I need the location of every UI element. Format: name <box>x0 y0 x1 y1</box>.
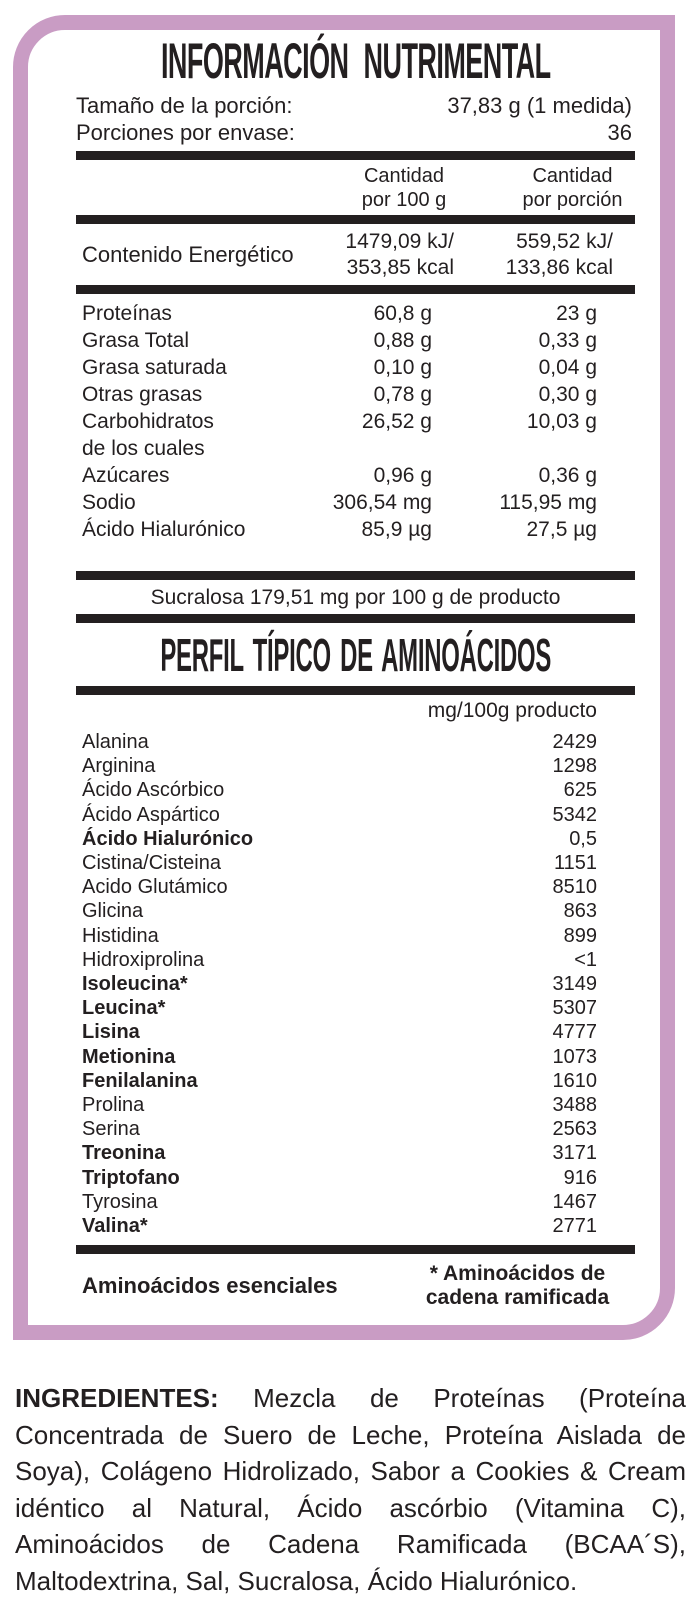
nutrient-label: Carbohidratos <box>82 410 214 433</box>
divider <box>76 215 635 224</box>
nutrient-per100: 0,88 g <box>373 329 432 352</box>
serving-size-row <box>76 92 635 119</box>
divider <box>76 1245 635 1254</box>
energy-per-100g-kj: 1479,09 kJ/ <box>345 230 454 253</box>
nutrient-portion: 27,5 µg <box>526 518 597 541</box>
amino-value: 2429 <box>552 731 597 753</box>
amino-value: 1298 <box>552 755 597 778</box>
amino-row <box>76 996 635 1020</box>
amino-name: Acido Glutámico <box>82 876 228 899</box>
amino-name: Isoleucina* <box>82 973 188 996</box>
nutrient-row <box>76 408 635 435</box>
divider <box>76 686 635 695</box>
amino-row <box>76 899 635 923</box>
energy-per-portion <box>460 229 635 281</box>
nutrient-rows <box>76 300 635 543</box>
amino-value: 625 <box>563 779 597 802</box>
amino-value: 5307 <box>552 997 597 1020</box>
amino-value: 8510 <box>552 876 597 899</box>
energy-per-portion-kcal: 133,86 kcal <box>505 256 613 279</box>
amino-value: 1151 <box>553 852 597 875</box>
nutrient-per100: 0,10 g <box>373 356 432 379</box>
amino-name: Histidina <box>82 924 159 947</box>
amino-value: 916 <box>563 1166 597 1189</box>
serving-size-value: 37,83 g (1 medida) <box>447 93 632 118</box>
amino-value: <1 <box>574 948 597 971</box>
branched-chain-note <box>400 1262 635 1310</box>
amino-value: 863 <box>563 900 597 923</box>
nutrient-row <box>76 327 635 354</box>
amino-row <box>76 1069 635 1093</box>
energy-label: Contenido Energético <box>82 242 294 267</box>
amino-profile-title: PERFIL TÍPICO DE AMINOÁCIDOS <box>160 629 551 681</box>
amino-name: Serina <box>82 1118 140 1141</box>
amino-row <box>76 1020 635 1044</box>
nutrient-label: Azúcares <box>82 464 170 487</box>
ingredients-label: INGREDIENTES: <box>15 1383 219 1413</box>
amino-name: Fenilalanina <box>82 1069 198 1092</box>
amino-value: 0,5 <box>569 827 597 850</box>
column-header-per-portion-line1: Cantidad <box>532 165 613 187</box>
amino-row <box>76 754 635 778</box>
nutrient-label: de los cuales <box>82 437 205 460</box>
divider <box>76 614 635 623</box>
amino-value: 1467 <box>552 1190 597 1213</box>
amino-value: 3171 <box>552 1142 597 1165</box>
nutrient-per100: 0,78 g <box>373 383 432 406</box>
nutrient-portion: 0,36 g <box>538 464 597 487</box>
serving-size-label: Tamaño de la porción: <box>76 93 293 118</box>
amino-value: 2771 <box>552 1215 597 1238</box>
amino-name: Ácido Ascórbico <box>82 779 225 802</box>
energy-per-portion-kj: 559,52 kJ/ <box>516 230 613 253</box>
amino-value: 2563 <box>552 1118 597 1141</box>
amino-row <box>76 1141 635 1165</box>
nutrition-panel <box>13 15 675 1340</box>
nutrient-per100: 26,52 g <box>361 410 432 433</box>
amino-value: 5342 <box>552 803 597 826</box>
nutrient-per100: 0,96 g <box>373 464 432 487</box>
ingredients-paragraph <box>15 1380 686 1600</box>
nutrient-label: Otras grasas <box>82 383 203 406</box>
amino-row <box>76 851 635 875</box>
nutrient-per100: 60,8 g <box>373 302 432 325</box>
nutrient-portion: 115,95 mg <box>499 491 597 514</box>
nutrient-label: Proteínas <box>82 302 172 325</box>
amino-title-wrap <box>76 631 635 679</box>
nutrient-portion: 0,33 g <box>538 329 597 352</box>
amino-row <box>76 1093 635 1117</box>
servings-per-container-label: Porciones por envase: <box>76 120 295 145</box>
essential-amino-note: Aminoácidos esenciales <box>82 1273 338 1299</box>
amino-row <box>76 1166 635 1190</box>
amino-value: 3149 <box>552 973 597 996</box>
amino-name: Treonina <box>82 1142 166 1165</box>
divider <box>76 285 635 294</box>
divider <box>76 151 635 160</box>
panel-title: INFORMACIÓN NUTRIMENTAL <box>160 33 551 89</box>
amino-row <box>76 972 635 996</box>
panel-title-wrap <box>76 33 635 89</box>
amino-unit-header: mg/100g producto <box>427 699 597 722</box>
column-header-per-100g-line1: Cantidad <box>363 165 445 187</box>
amino-value: 1610 <box>552 1069 597 1092</box>
amino-value: 4777 <box>552 1021 597 1044</box>
amino-row <box>76 827 635 851</box>
amino-name: Prolina <box>82 1094 145 1117</box>
amino-row <box>76 1045 635 1069</box>
servings-per-container-row <box>76 119 635 146</box>
nutrient-row <box>76 462 635 489</box>
amino-row <box>76 924 635 948</box>
nutrient-label: Sodio <box>82 491 136 514</box>
nutrient-label: Grasa Total <box>82 329 189 352</box>
amino-name: Leucina* <box>82 997 166 1020</box>
nutrient-row <box>76 381 635 408</box>
amino-footer <box>76 1262 635 1310</box>
amino-name: Metionina <box>82 1045 176 1068</box>
amino-name: Arginina <box>82 755 156 778</box>
column-header-per-portion <box>460 164 635 212</box>
amino-value: 899 <box>563 924 597 947</box>
nutrient-portion: 23 g <box>556 302 597 325</box>
nutrient-portion: 10,03 g <box>526 410 597 433</box>
servings-per-container-value: 36 <box>607 120 632 145</box>
nutrient-portion: 0,04 g <box>538 356 597 379</box>
amino-name: Ácido Aspártico <box>82 803 220 826</box>
amino-row <box>76 1214 635 1238</box>
sweetener-note: Sucralosa 179,51 mg por 100 g de producto <box>150 586 561 609</box>
nutrient-portion <box>460 435 635 462</box>
amino-value: 3488 <box>552 1094 597 1117</box>
column-header-spacer <box>76 164 300 212</box>
amino-name: Alanina <box>82 731 149 753</box>
energy-per-100g-kcal: 353,85 kcal <box>346 256 454 279</box>
branched-chain-note-line2: cadena ramificada <box>425 1286 610 1310</box>
nutrient-per100: 85,9 µg <box>361 518 432 541</box>
nutrient-row <box>76 516 635 543</box>
serving-info <box>76 92 635 146</box>
amino-row <box>76 1117 635 1141</box>
amino-row <box>76 730 635 754</box>
amino-name: Hidroxiprolina <box>82 948 205 971</box>
amino-row <box>76 803 635 827</box>
column-headers <box>76 164 635 212</box>
nutrient-label: Grasa saturada <box>82 356 227 379</box>
amino-row <box>76 875 635 899</box>
nutrient-row <box>76 354 635 381</box>
amino-row <box>76 1190 635 1214</box>
column-header-per-100g <box>300 164 460 212</box>
branched-chain-note-line1: * Aminoácidos de <box>429 1262 606 1286</box>
ingredients-text: Mezcla de Proteínas (Proteína Concentrada de Suero de Leche, Proteína Aislada de Soya), Colágeno Hidrolizado, Sabor a Cookies & Cream idéntico al Natural, Ácido ascórbio (Vitamina C), Aminoácidos de Cadena Ramificada (BCAA´S), Maltodextrina, Sal, Sucralosa, Ácido Hialurónico. <box>15 1383 686 1596</box>
nutrient-row <box>76 489 635 516</box>
amino-name: Valina* <box>82 1215 148 1238</box>
nutrient-row <box>76 435 635 462</box>
nutrient-per100 <box>300 435 460 462</box>
amino-value: 1073 <box>552 1045 597 1068</box>
amino-name: Glicina <box>82 900 144 923</box>
amino-rows <box>76 730 635 1238</box>
nutrient-per100: 306,54 mg <box>332 491 432 514</box>
amino-name: Triptofano <box>82 1166 180 1189</box>
amino-row <box>76 948 635 972</box>
amino-name: Cistina/Cisteina <box>82 852 221 875</box>
nutrient-row <box>76 300 635 327</box>
nutrient-portion: 0,30 g <box>538 383 597 406</box>
energy-per-100g <box>300 229 460 281</box>
column-header-per-100g-line2: por 100 g <box>361 189 447 211</box>
energy-row <box>76 229 635 281</box>
column-header-per-portion-line2: por porción <box>522 189 623 211</box>
amino-name: Tyrosina <box>82 1190 158 1213</box>
amino-row <box>76 778 635 802</box>
nutrient-label: Ácido Hialurónico <box>82 518 246 541</box>
amino-name: Ácido Hialurónico <box>82 827 254 850</box>
divider <box>76 571 635 580</box>
amino-name: Lisina <box>82 1021 140 1044</box>
